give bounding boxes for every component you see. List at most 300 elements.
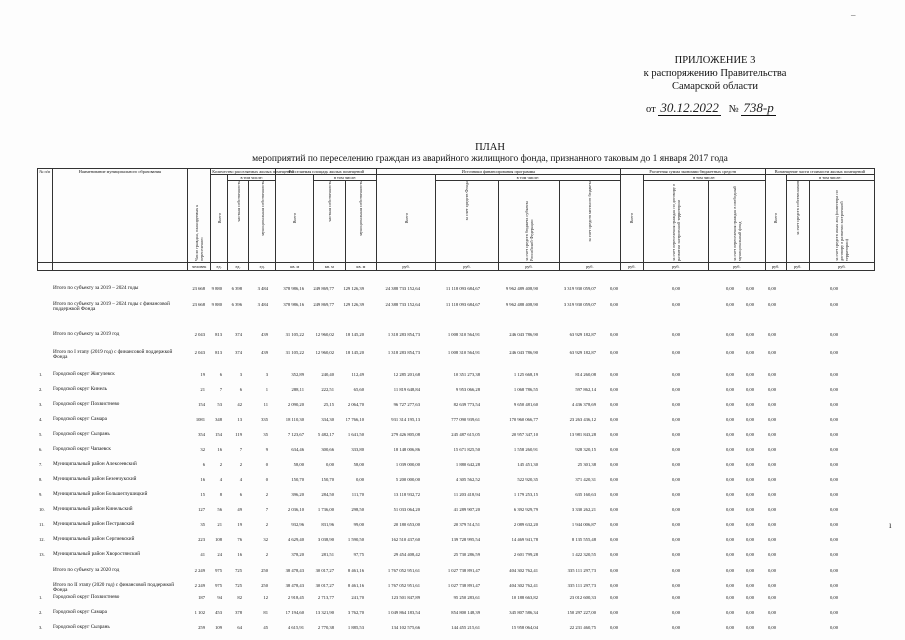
- row-name: Итого по субъекту за 2020 год: [53, 567, 120, 573]
- row-name: Муниципальный район Кинельский: [53, 506, 133, 512]
- row-value: 0,00: [829, 372, 838, 377]
- row-value: 0,00: [609, 610, 618, 615]
- row-value: 0,00: [767, 610, 776, 615]
- row-number: 13.: [39, 552, 45, 557]
- row-value: 0,00: [725, 332, 734, 337]
- unit-cell: руб.: [786, 263, 809, 271]
- row-value: 1 102: [194, 610, 205, 615]
- row-value: 63 929 182,87: [569, 332, 596, 337]
- row-value: 11 203 418,94: [453, 492, 480, 497]
- row-value: 0,00: [767, 462, 776, 467]
- row-value: 0,00: [829, 302, 838, 307]
- row-value: 63 929 182,87: [569, 350, 596, 355]
- row-value: 1 008 310 564,91: [447, 350, 480, 355]
- rooms-group-header: Количество расселяемых жилых помещений: [212, 169, 294, 174]
- row-value: 150 297 227,00: [567, 610, 596, 615]
- row-value: 0,00: [671, 583, 680, 588]
- row-value: 928 320,15: [575, 447, 596, 452]
- row-value: 0,00: [745, 537, 754, 542]
- row-value: 0,00: [671, 432, 680, 437]
- row-value: 0,00: [767, 477, 776, 482]
- row-value: 8: [219, 492, 222, 497]
- units-row: [38, 263, 875, 271]
- row-value: 0,00: [671, 387, 680, 392]
- row-value: 30 017,27: [315, 568, 334, 573]
- unit-cell: руб.: [559, 263, 620, 271]
- appendix-line: ПРИЛОЖЕНИЕ 3: [674, 55, 756, 66]
- row-value: 12 960,02: [315, 350, 334, 355]
- row-value: 0,00: [745, 625, 754, 630]
- unit-cell: руб.: [498, 263, 559, 271]
- table-row: [37, 492, 875, 502]
- table-row: [37, 372, 875, 382]
- row-value: 0,00: [671, 625, 680, 630]
- row-value: 1 027 738 891,47: [447, 583, 480, 588]
- row-value: 0,00: [609, 447, 618, 452]
- row-value: 0,00: [671, 286, 680, 291]
- ref-owners-header: за счет средств собственников: [795, 181, 801, 235]
- row-value: 0,00: [609, 568, 618, 573]
- row-value: 96 727 277,63: [393, 402, 420, 407]
- row-value: 0,00: [671, 552, 680, 557]
- corner-mark: –: [851, 10, 856, 20]
- row-value: 2 064,70: [347, 402, 364, 407]
- savings-group-header: Расчетная сумма экономии бюджетных средств: [620, 169, 765, 175]
- row-value: 813: [215, 332, 222, 337]
- row-value: 11 118 093 684,67: [445, 302, 480, 307]
- table-row: [37, 387, 875, 397]
- row-name: Итого по I этапу (2019 год) с финансовой поддержкой Фонда: [53, 349, 173, 361]
- row-value: 0,00: [609, 583, 618, 588]
- row-value: 0,00: [767, 350, 776, 355]
- row-name: Итого по II этапу (2020 год) с финансовой поддержкой Фонда: [53, 582, 174, 594]
- row-value: 6 396: [231, 302, 242, 307]
- savings-total-header: Всего: [629, 212, 635, 224]
- row-value: 0,00: [745, 432, 754, 437]
- row-value: 82 639 773,54: [453, 402, 480, 407]
- row-value: 2 043: [194, 332, 205, 337]
- row-value: 0,00: [671, 302, 680, 307]
- margin-mark: ı: [889, 520, 892, 530]
- row-value: 0,00: [745, 350, 754, 355]
- row-value: 0,00: [671, 332, 680, 337]
- row-value: 38 478,43: [285, 568, 304, 573]
- row-value: 1 068 786,55: [513, 387, 538, 392]
- row-value: 41: [200, 552, 205, 557]
- table-row: [37, 302, 875, 312]
- row-value: 123 501 847,89: [391, 595, 420, 600]
- row-value: 0,00: [767, 595, 776, 600]
- row-value: 150,70: [321, 477, 334, 482]
- row-value: 18 148 006,86: [393, 447, 420, 452]
- row-value: 0,00: [609, 350, 618, 355]
- row-value: 246 043 786,90: [509, 332, 538, 337]
- row-value: 1 885,53: [347, 625, 364, 630]
- row-value: 0,00: [767, 492, 776, 497]
- table-row: [37, 402, 875, 412]
- table-row: [37, 350, 875, 360]
- row-value: 24 388 733 152,64: [385, 302, 420, 307]
- row-value: 49: [237, 507, 242, 512]
- row-value: 32: [263, 537, 268, 542]
- row-value: 0,00: [829, 387, 838, 392]
- row-value: 139 728 995,54: [451, 537, 480, 542]
- row-value: 0,00: [725, 387, 734, 392]
- row-value: 404 302 762,41: [509, 568, 538, 573]
- table-row: [37, 625, 875, 635]
- row-value: 12 960,02: [315, 332, 334, 337]
- row-value: 1 422 320,55: [571, 552, 596, 557]
- row-name: Городской округ Жигулевск: [53, 371, 115, 377]
- row-value: 0,00: [609, 332, 618, 337]
- row-value: 0,00: [829, 402, 838, 407]
- row-value: 634,46: [291, 447, 304, 452]
- row-value: 4 629,40: [287, 537, 304, 542]
- row-value: 0,00: [671, 568, 680, 573]
- row-value: 378: [235, 610, 242, 615]
- row-value: 0,00: [355, 477, 364, 482]
- row-number: 2.: [39, 610, 43, 615]
- row-number: 9.: [39, 492, 43, 497]
- plan-title: ПЛАН: [475, 142, 505, 153]
- row-value: 2 090,20: [287, 402, 304, 407]
- row-value: 0,00: [725, 402, 734, 407]
- row-value: 22 231 460,75: [569, 625, 596, 630]
- row-value: 1 736,00: [317, 507, 334, 512]
- row-value: 99,00: [353, 522, 364, 527]
- row-value: 725: [235, 568, 242, 573]
- row-value: 51 033 064,20: [393, 507, 420, 512]
- unit-cell: ед.: [211, 263, 228, 271]
- table-row: [37, 552, 875, 562]
- row-number: 10.: [39, 507, 45, 512]
- refund-group-header: Возмещение части стоимости жилых помещений: [765, 169, 874, 175]
- row-value: 1 558 260,91: [513, 447, 538, 452]
- row-value: 19: [237, 522, 242, 527]
- row-value: 20 180 653,00: [393, 522, 420, 527]
- plan-table-body: [37, 280, 875, 630]
- row-value: 15 671 825,50: [453, 447, 480, 452]
- row-value: 9 880: [211, 286, 222, 291]
- row-value: 0,00: [609, 387, 618, 392]
- row-value: 150,70: [291, 477, 304, 482]
- row-value: 25,15: [323, 402, 334, 407]
- row-value: 4: [239, 477, 242, 482]
- row-value: 813: [215, 350, 222, 355]
- row-value: 2 249: [194, 583, 205, 588]
- row-value: 0,00: [745, 595, 754, 600]
- row-value: 16: [237, 552, 242, 557]
- row-name: Муниципальный район Безенчукский: [53, 476, 137, 482]
- area-private-header: частная собственность: [326, 181, 332, 222]
- row-value: 378 986,16: [283, 302, 304, 307]
- row-value: 3 484: [257, 286, 268, 291]
- row-value: 21: [200, 387, 205, 392]
- row-value: 0,00: [829, 350, 838, 355]
- row-value: 0,00: [829, 537, 838, 542]
- row-value: 16: [217, 447, 222, 452]
- row-value: 333,80: [351, 447, 364, 452]
- row-value: 17 766,10: [345, 417, 364, 422]
- row-value: 0,00: [725, 350, 734, 355]
- row-value: 1081: [195, 417, 205, 422]
- row-value: 187: [198, 595, 205, 600]
- row-number: 8.: [39, 477, 43, 482]
- row-value: 11 819 648,84: [393, 387, 420, 392]
- row-value: 249 869,77: [313, 286, 334, 291]
- rooms-municipal-header: муниципальная собственность: [259, 181, 265, 236]
- row-value: 2: [239, 462, 242, 467]
- table-row: [37, 477, 875, 487]
- row-value: 0,00: [609, 552, 618, 557]
- row-value: 0,00: [745, 302, 754, 307]
- row-value: 0,00: [671, 537, 680, 542]
- row-value: 0,00: [829, 595, 838, 600]
- row-value: 12: [263, 595, 268, 600]
- row-value: 21: [217, 522, 222, 527]
- row-value: 65,60: [353, 387, 364, 392]
- row-value: 0,00: [767, 372, 776, 377]
- row-number: 5.: [39, 432, 43, 437]
- area-total-header: Всего: [292, 212, 298, 224]
- row-value: 0,00: [745, 447, 754, 452]
- row-value: 41 289 907,20: [453, 507, 480, 512]
- row-value: 0,00: [767, 302, 776, 307]
- unit-cell: ед.: [249, 263, 276, 271]
- row-value: 223: [198, 537, 205, 542]
- sav-mun-header: за счет переселения граждан в свободный муниципальный фонд: [731, 186, 742, 261]
- row-value: 30 017,27: [315, 583, 334, 588]
- row-name: Городской округ Чапаевск: [53, 446, 111, 452]
- row-value: 4 615,91: [287, 625, 304, 630]
- row-value: 975: [215, 583, 222, 588]
- row-value: 162 510 437,60: [391, 537, 420, 542]
- row-value: 3: [265, 372, 268, 377]
- row-value: 345 807 586,34: [509, 610, 538, 615]
- row-value: 0,00: [829, 507, 838, 512]
- row-value: 134 102 575,66: [391, 625, 420, 630]
- row-value: 1 944 006,87: [571, 522, 596, 527]
- row-value: 1 641,50: [347, 432, 364, 437]
- row-value: 20 957 347,10: [511, 432, 538, 437]
- fin-budget-rf-header: за счет средств бюджета субъекта Российской Федерации: [523, 200, 534, 261]
- row-value: 0,00: [609, 372, 618, 377]
- row-number: 1.: [39, 372, 43, 377]
- row-value: 18 145,20: [345, 332, 364, 337]
- row-value: 58,00: [293, 462, 304, 467]
- row-value: 0,00: [609, 286, 618, 291]
- row-value: 8 461,16: [347, 568, 364, 573]
- row-value: 439: [261, 332, 268, 337]
- row-number: 3.: [39, 625, 43, 630]
- row-value: 1 179 253,15: [513, 492, 538, 497]
- row-value: 0,00: [767, 447, 776, 452]
- row-value: 0,00: [609, 432, 618, 437]
- row-value: 12 285 201,68: [393, 372, 420, 377]
- row-value: 378 986,16: [283, 286, 304, 291]
- row-value: 23 668: [192, 302, 205, 307]
- row-value: 9 962 489 408,90: [505, 286, 538, 291]
- row-value: 0,00: [609, 507, 618, 512]
- table-row: [37, 610, 875, 620]
- row-value: 0,00: [671, 462, 680, 467]
- row-value: 0,00: [745, 568, 754, 573]
- row-value: 4 436 378,69: [571, 402, 596, 407]
- row-value: 0,00: [745, 492, 754, 497]
- row-value: 144 455 215,61: [451, 625, 480, 630]
- row-value: 0,00: [767, 522, 776, 527]
- row-name: Городской округ Сызрань: [53, 624, 110, 630]
- row-value: 3 038,90: [317, 537, 334, 542]
- table-row: [37, 507, 875, 517]
- row-value: 31 105,22: [285, 350, 304, 355]
- row-value: 335: [261, 417, 268, 422]
- row-value: 335 111 297,73: [567, 568, 596, 573]
- refund-incl-header: в том числе:: [786, 175, 874, 181]
- row-value: 9 650 481,60: [513, 402, 538, 407]
- row-value: 0,00: [725, 625, 734, 630]
- row-value: 0,00: [767, 507, 776, 512]
- row-value: 31 105,22: [285, 332, 304, 337]
- row-value: 6: [239, 492, 242, 497]
- row-value: 453: [215, 610, 222, 615]
- row-value: 25 301,38: [577, 462, 596, 467]
- row-value: 15: [200, 492, 205, 497]
- row-value: 0,00: [725, 417, 734, 422]
- row-number: 11.: [39, 522, 45, 527]
- row-value: 10 188 663,82: [511, 595, 538, 600]
- row-value: 17 194,60: [285, 610, 304, 615]
- row-value: 4 305 562,52: [455, 477, 480, 482]
- row-value: 10 351 273,38: [453, 372, 480, 377]
- row-value: 2 249: [194, 568, 205, 573]
- row-value: 0,00: [745, 552, 754, 557]
- row-value: 2 601 799,28: [513, 552, 538, 557]
- row-name: Городской округ Самара: [53, 609, 107, 615]
- row-value: 0,00: [767, 432, 776, 437]
- row-value: 1: [265, 387, 268, 392]
- row-value: 0,00: [829, 417, 838, 422]
- row-value: 3 484: [257, 302, 268, 307]
- row-value: 0,00: [745, 610, 754, 615]
- row-value: 111,70: [351, 492, 364, 497]
- row-number: 12.: [39, 537, 45, 542]
- row-value: 56: [217, 507, 222, 512]
- unit-cell: кв. м: [276, 263, 314, 271]
- row-value: 3 762,70: [347, 610, 364, 615]
- row-value: 0,00: [671, 447, 680, 452]
- row-value: 6 398: [231, 286, 242, 291]
- row-value: 0,00: [829, 477, 838, 482]
- row-value: 1 590,50: [347, 537, 364, 542]
- row-value: 439: [261, 350, 268, 355]
- table-row: [37, 332, 875, 342]
- row-value: 1 318 283 854,73: [387, 332, 420, 337]
- row-name: Итого по субъекту за 2019 год: [53, 331, 120, 337]
- row-value: 0,00: [829, 568, 838, 573]
- row-value: 0,00: [725, 507, 734, 512]
- row-value: 129 126,39: [343, 302, 364, 307]
- table-row: [37, 417, 875, 427]
- row-value: 334,30: [321, 417, 334, 422]
- col-num-header: № п/п: [38, 169, 53, 263]
- row-value: 0,00: [609, 537, 618, 542]
- row-value: 0,00: [725, 477, 734, 482]
- row-value: 1 318 283 854,73: [387, 350, 420, 355]
- row-value: 0,00: [671, 417, 680, 422]
- row-value: 35: [263, 432, 268, 437]
- row-value: 0,00: [745, 522, 754, 527]
- row-value: 2: [265, 552, 268, 557]
- row-value: 9: [265, 447, 268, 452]
- row-value: 0: [265, 477, 268, 482]
- row-value: 7: [219, 387, 222, 392]
- row-name: Муниципальный район Сергиевский: [53, 536, 135, 542]
- finance-group-header: Источники финансирования программы: [377, 169, 621, 175]
- row-value: 396,20: [291, 492, 304, 497]
- row-value: 25 730 286,59: [453, 552, 480, 557]
- row-value: 109: [215, 625, 222, 630]
- row-value: 522 920,35: [517, 477, 538, 482]
- row-number: 6.: [39, 447, 43, 452]
- row-value: 45: [263, 625, 268, 630]
- row-number: 4.: [39, 417, 43, 422]
- row-value: 2 770,38: [317, 625, 334, 630]
- row-number: 3.: [39, 402, 43, 407]
- row-value: 13: [237, 417, 242, 422]
- row-value: 854 800 148,39: [451, 610, 480, 615]
- row-value: 0,00: [609, 302, 618, 307]
- row-value: 35: [200, 522, 205, 527]
- row-value: 0,00: [725, 286, 734, 291]
- row-value: 7: [239, 447, 242, 452]
- row-value: 0,00: [745, 402, 754, 407]
- table-row: [37, 286, 875, 296]
- row-value: 11 118 093 684,67: [445, 286, 480, 291]
- row-value: 0,00: [829, 522, 838, 527]
- unit-cell: руб.: [809, 263, 874, 271]
- unit-cell: руб.: [643, 263, 708, 271]
- row-value: 3 319 930 059,07: [563, 286, 596, 291]
- decree-line: [646, 100, 776, 116]
- table-row: [37, 595, 875, 605]
- finance-incl-header: в том числе:: [435, 175, 620, 181]
- table-row: [37, 568, 875, 578]
- row-value: 2: [219, 462, 222, 467]
- unit-cell: руб.: [765, 263, 786, 271]
- row-value: 725: [235, 583, 242, 588]
- row-value: 0,00: [767, 402, 776, 407]
- row-value: 0: [265, 462, 268, 467]
- table-row: [37, 537, 875, 547]
- row-number: 7.: [39, 462, 43, 467]
- row-value: 931 314 195,13: [391, 417, 420, 422]
- appendix-line: к распоряжению Правительства: [643, 68, 787, 79]
- row-value: 0,00: [671, 350, 680, 355]
- row-value: 0,00: [767, 417, 776, 422]
- row-value: 0,00: [671, 492, 680, 497]
- row-value: 38 478,43: [285, 583, 304, 588]
- row-value: 246 043 786,90: [509, 350, 538, 355]
- unit-cell: руб.: [435, 263, 498, 271]
- row-value: 2: [265, 522, 268, 527]
- row-value: 0,00: [671, 507, 680, 512]
- row-value: 250: [261, 568, 268, 573]
- ref-investor-header: за счет средств иных лиц (инвестора по договору о развитии застроенной территории): [834, 190, 850, 261]
- row-value: 19: [200, 372, 205, 377]
- row-value: 7 123,67: [287, 432, 304, 437]
- row-value: 16: [200, 477, 205, 482]
